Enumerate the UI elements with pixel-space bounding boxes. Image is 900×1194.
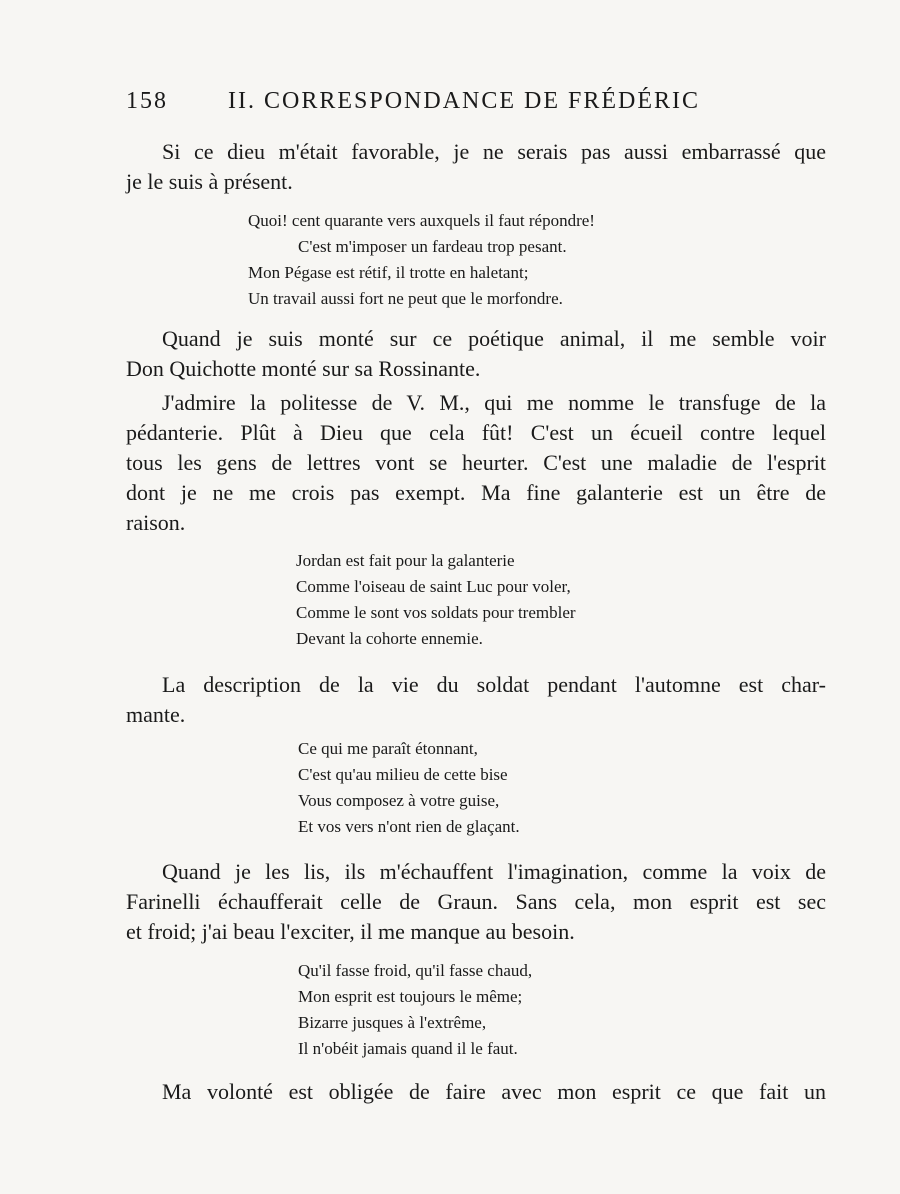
text-line: Quand je suis monté sur ce poétique animal, il me semble voir (162, 326, 826, 351)
text-line: La description de la vie du soldat pendant l'automne est char- (162, 672, 826, 697)
prose-paragraph (126, 388, 826, 538)
verse-line: C'est m'imposer un fardeau trop pesant. (298, 237, 567, 256)
prose-paragraph (126, 324, 826, 384)
verse-stanza (298, 958, 532, 1062)
verse-line: Mon Pégase est rétif, il trotte en haletant; (248, 263, 529, 282)
text-line: Si ce dieu m'était favorable, je ne serais pas aussi embarrassé que (162, 139, 826, 164)
verse-line: Un travail aussi fort ne peut que le morfondre. (248, 289, 563, 308)
text-line: mante. (126, 702, 186, 727)
verse-stanza (298, 736, 520, 840)
page-header (126, 88, 826, 122)
text-line: Don Quichotte monté sur sa Rossinante. (126, 356, 481, 381)
text-line: Ma volonté est obligée de faire avec mon esprit ce que fait un (162, 1079, 826, 1104)
verse-stanza (296, 548, 576, 652)
verse-line: Comme le sont vos soldats pour trembler (296, 603, 576, 622)
verse-line: Mon esprit est toujours le même; (298, 987, 523, 1006)
verse-line: Bizarre jusques à l'extrême, (298, 1013, 487, 1032)
verse-line: Ce qui me paraît étonnant, (298, 739, 478, 758)
verse-line: Qu'il fasse froid, qu'il fasse chaud, (298, 961, 533, 980)
text-line: pédanterie. Plût à Dieu que cela fût! C'est un écueil contre lequel (126, 420, 826, 445)
verse-line: Jordan est fait pour la galanterie (296, 551, 515, 570)
text-line: J'admire la politesse de V. M., qui me nomme le transfuge de la (162, 390, 826, 415)
prose-paragraph (126, 1077, 826, 1107)
verse-line: Comme l'oiseau de saint Luc pour voler, (296, 577, 571, 596)
text-line: Quand je les lis, ils m'échauffent l'imagination, comme la voix de (162, 859, 826, 884)
text-line: dont je ne me crois pas exempt. Ma fine galanterie est un être de (126, 480, 826, 505)
text-line: et froid; j'ai beau l'exciter, il me manque au besoin. (126, 919, 575, 944)
verse-line: Vous composez à votre guise, (298, 791, 500, 810)
running-title: II. CORRESPONDANCE DE FRÉDÉRIC (228, 88, 701, 114)
page-number: 158 (126, 88, 168, 114)
text-line: Farinelli échaufferait celle de Graun. Sans cela, mon esprit est sec (126, 889, 826, 914)
prose-paragraph (126, 670, 826, 730)
text-line: tous les gens de lettres vont se heurter. C'est une maladie de l'esprit (126, 450, 826, 475)
verse-stanza (248, 208, 595, 312)
verse-line: Devant la cohorte ennemie. (296, 629, 483, 648)
verse-line: Quoi! cent quarante vers auxquels il faut répondre! (248, 211, 595, 230)
text-line: raison. (126, 510, 186, 535)
verse-line: Et vos vers n'ont rien de glaçant. (298, 817, 520, 836)
text-line: je le suis à présent. (126, 169, 293, 194)
prose-paragraph (126, 857, 826, 947)
prose-paragraph (126, 137, 826, 197)
verse-line: Il n'obéit jamais quand il le faut. (298, 1039, 518, 1058)
verse-line: C'est qu'au milieu de cette bise (298, 765, 508, 784)
